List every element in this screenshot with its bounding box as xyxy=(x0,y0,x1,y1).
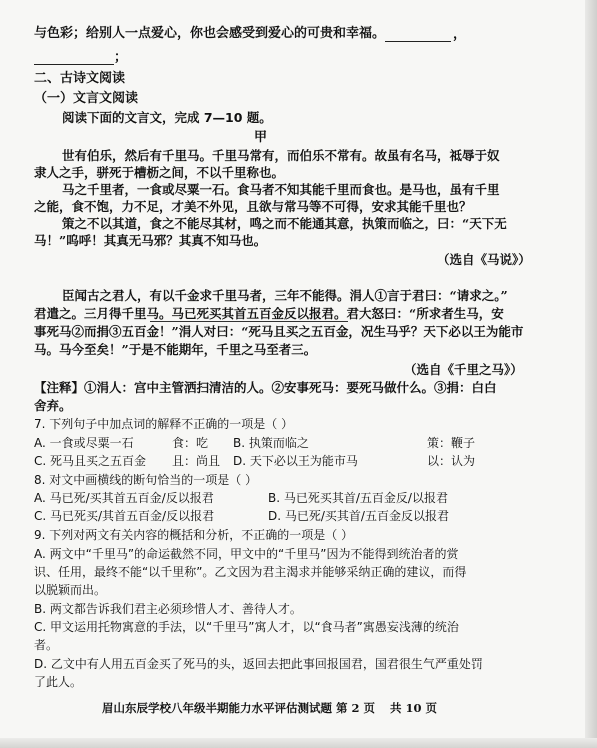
q8-option-b: B. 马已死买其首/五百金反/以报君 xyxy=(268,491,448,505)
q7-option-d-explanation: 以：认为 xyxy=(427,454,476,468)
q9-line: C. 甲文运用托物寓意的手法，以“千里马”寓人才，以“食马者”寓愚妄浅薄的统治 xyxy=(34,620,459,634)
passage-a-line: 之能，食不饱，力不足，才美不外见，且欲与常马等不可得，安求其能千里也？ xyxy=(34,199,472,214)
answer-semicolon: ； xyxy=(114,50,128,65)
passage-a-line: 策之不以其道，食之不能尽其材，鸣之而不能通其意，执策而临之，曰：“天下无 xyxy=(62,216,507,231)
q9-line: 识、任用，最终不能“以千里称”。乙文因为君主渴求并能够采纳正确的建议，而得 xyxy=(34,565,467,579)
footer-school: 眉山东辰学校八年级半期能力水平评估测试题 xyxy=(102,701,332,715)
passage-a-line: 世有伯乐，然后有千里马。千里马常有，而伯乐不常有。故虽有名马，祗辱于奴 xyxy=(62,148,500,163)
passage-a-label: 甲 xyxy=(254,130,268,145)
passage-b-line: 事死马②而捐③五百金！”涓人对曰：“死马且买之五百金，况生马乎？天下必以王为能市 xyxy=(34,324,524,339)
page-edge-shadow xyxy=(585,0,597,748)
source-b: （选自《千里之马》） xyxy=(404,362,523,377)
q8-option-a: A. 马已死/买其首五百金/反以报君 xyxy=(34,491,214,505)
passage-a-line: 马之千里者，一食或尽粟一石。食马者不知其能千里而食也。是马也，虽有千里 xyxy=(62,182,500,197)
q9-line: D. 乙文中有人用五百金买了死马的头，返回去把此事回报国君，国君很生气严重处罚 xyxy=(34,657,483,671)
notes-line: 舍弃。 xyxy=(34,398,72,413)
passage-a-line: 隶人之手，骈死于槽枥之间，不以千里称也。 xyxy=(34,165,285,180)
section-heading: 二、古诗文阅读 xyxy=(34,71,126,86)
q9-line: A. 两文中“千里马”的命运截然不同，甲文中的“千里马”因为不能得到统治者的赏 xyxy=(34,547,459,561)
passage-a-line: 马！”呜呼！其真无马邪？其真不知马也。 xyxy=(34,233,267,248)
q9-line: 了此人。 xyxy=(34,675,83,689)
q8-option-c: C. 马已死买/其首五百金/反以报君 xyxy=(34,509,215,523)
answer-blank-2 xyxy=(34,64,114,65)
answer-comma: ， xyxy=(453,27,467,42)
instruction: 阅读下面的文言文，完成 7—10 题。 xyxy=(62,110,272,125)
previous-answer-text: 与色彩；给别人一点爱心，你也会感受到爱心的可贵和幸福。 xyxy=(34,26,386,41)
q9-line: 以脱颖而出。 xyxy=(34,583,107,597)
passage-b-line: 臣闻古之君人，有以千金求千里马者，三年不能得。涓人①言于君曰：“请求之。” xyxy=(62,288,508,303)
source-a: （选自《马说》） xyxy=(437,252,531,267)
q8-stem: 8. 对文中画横线的断句恰当的一项是（ ） xyxy=(34,473,258,487)
q7-option-c: C. 死马且买之五百金 xyxy=(34,454,147,468)
q9-line: 者。 xyxy=(34,638,59,652)
q7-option-a-explanation: 食：吃 xyxy=(172,436,209,450)
q7-option-d: D. 天下必以王为能市马 xyxy=(233,454,358,468)
q7-option-c-explanation: 且：尚且 xyxy=(172,454,221,468)
notes-line: 【注释】①涓人：宫中主管洒扫清洁的人。②安事死马：要死马做什么。③捐：白白 xyxy=(34,380,497,395)
underlined-sentence-mark xyxy=(150,321,348,322)
q7-option-b-explanation: 策：鞭子 xyxy=(427,436,476,450)
subsection-heading: （一）文言文阅读 xyxy=(34,91,139,106)
q9-line: B. 两文都告诉我们君主必须珍惜人才、善待人才。 xyxy=(34,602,302,616)
footer-total: 共 10 页 xyxy=(390,701,438,715)
page-edge-shadow-bottom xyxy=(0,738,597,748)
q7-option-b: B. 执策而临之 xyxy=(233,436,309,450)
passage-b-line: 君遣之。三月得千里马。马已死买其首五百金反以报君。君大怒曰：“所求者生马，安 xyxy=(34,306,504,321)
q8-option-d: D. 马已死/买其首/五百金反以报君 xyxy=(268,509,449,523)
q9-stem: 9. 下列对两文有关内容的概括和分析，不正确的一项是（ ） xyxy=(34,528,354,542)
footer-page: 第 2 页 xyxy=(336,701,376,715)
q7-option-a: A. 一食或尽粟一石 xyxy=(34,436,134,450)
passage-b-line: 马。马今至矣！”于是不能期年，千里之马至者三。 xyxy=(34,342,317,357)
q7-stem: 7. 下列句子中加点词的解释不正确的一项是（ ） xyxy=(34,417,294,431)
answer-blank xyxy=(385,41,451,42)
